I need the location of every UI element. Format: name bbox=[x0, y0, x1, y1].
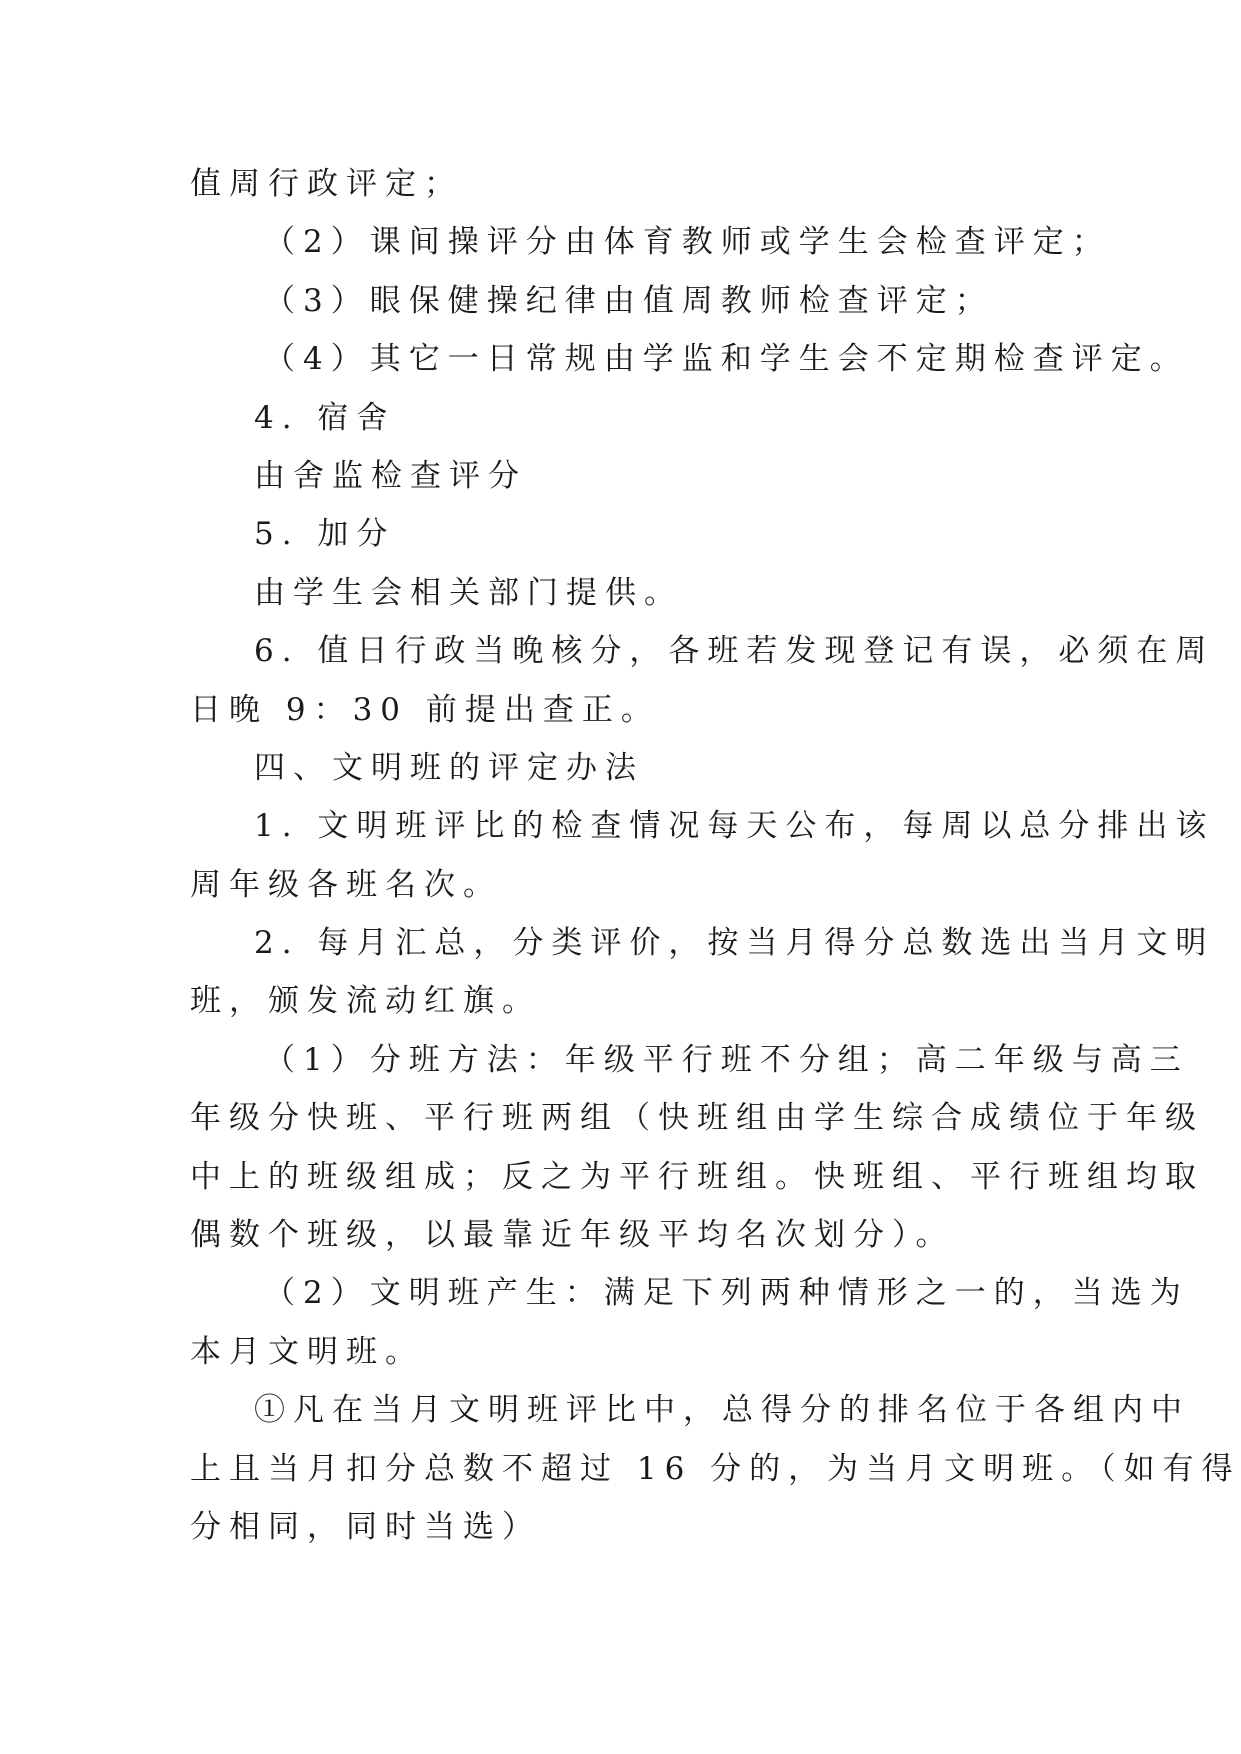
paragraph-line: 本月文明班。 bbox=[190, 1333, 424, 1370]
section-heading: 四、文明班的评定办法 bbox=[254, 749, 644, 786]
paragraph-line: 偶数个班级，以最靠近年级平均名次划分）。 bbox=[190, 1217, 955, 1254]
paragraph-line: （2）课间操评分由体育教师或学生会检查评定； bbox=[264, 224, 1111, 261]
paragraph-line: （4）其它一日常规由学监和学生会不定期检查评定。 bbox=[264, 341, 1189, 378]
paragraph-line: 由学生会相关部门提供。 bbox=[254, 574, 683, 611]
paragraph-line: 1. 文明班评比的检查情况每天公布，每周以总分排出该 bbox=[254, 808, 1215, 845]
paragraph-line: 上且当月扣分总数不超过 16 分的，为当月文明班。（如有得 bbox=[190, 1450, 1241, 1487]
section-heading: 5. 加分 bbox=[254, 516, 396, 553]
paragraph-line: 值周行政评定； bbox=[190, 166, 463, 202]
paragraph-line: 班，颁发流动红旗。 bbox=[190, 983, 541, 1020]
paragraph-line: （3）眼保健操纪律由值周教师检查评定； bbox=[264, 282, 994, 319]
paragraph-line: 2. 每月汇总，分类评价，按当月得分总数选出当月文明 bbox=[254, 925, 1215, 962]
paragraph-line: 由舍监检查评分 bbox=[254, 457, 527, 494]
paragraph-line: 6. 值日行政当晚核分，各班若发现登记有误，必须在周 bbox=[254, 633, 1215, 670]
paragraph-line: 中上的班级组成；反之为平行班组。快班组、平行班组均取 bbox=[190, 1158, 1204, 1195]
document-body bbox=[190, 155, 1241, 1556]
paragraph-line: 周年级各班名次。 bbox=[190, 866, 502, 903]
paragraph-line: （2）文明班产生：满足下列两种情形之一的，当选为 bbox=[264, 1275, 1189, 1312]
paragraph-line: 年级分快班、平行班两组（快班组由学生综合成绩位于年级 bbox=[190, 1100, 1204, 1137]
section-heading: 4. 宿舍 bbox=[254, 399, 396, 436]
paragraph-line: ①凡在当月文明班评比中，总得分的排名位于各组内中 bbox=[254, 1392, 1190, 1429]
paragraph-line: 日晚 9：30 前提出查正。 bbox=[190, 691, 660, 728]
paragraph-line: 分相同，同时当选） bbox=[190, 1508, 541, 1545]
paragraph-line: （1）分班方法：年级平行班不分组；高二年级与高三 bbox=[264, 1041, 1189, 1078]
